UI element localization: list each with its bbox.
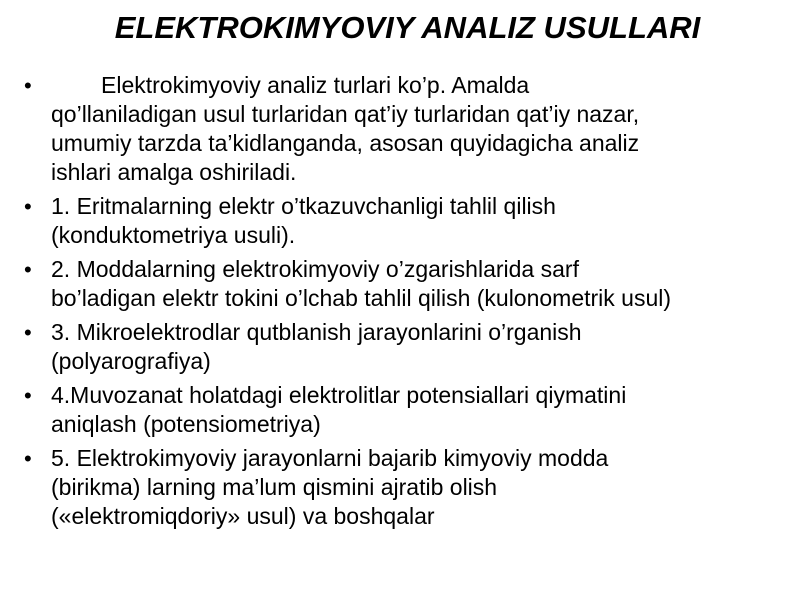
bullet-icon: •: [24, 383, 32, 408]
bullet-list: [24, 71, 784, 536]
bullet-item-intro: [24, 71, 784, 187]
bullet-text-1: 1. Eritmalarning elektr o’tkazuvchanligi tahlil qilish (konduktometriya usuli).: [51, 193, 556, 248]
bullet-icon: •: [24, 320, 32, 345]
slide-title: ELEKTROKIMYOVIY ANALIZ USULLARI: [114, 10, 701, 45]
bullet-text-2: 2. Moddalarning elektrokimyoviy o’zgarishlarida sarf bo’ladigan elektr tokini o’lchab tahlil qilish (kulonometrik usul): [51, 256, 672, 311]
bullet-item-4: [24, 381, 784, 439]
bullet-icon: •: [24, 446, 32, 471]
bullet-item-5: [24, 444, 784, 531]
bullet-text-intro: Elektrokimyoviy analiz turlari ko’p. Amalda qo’llaniladigan usul turlaridan qat’iy turlaridan qat’iy nazar, umumiy tarzda ta’kidlanganda, asosan quyidagicha analiz ishlari amalga oshiriladi.: [51, 72, 640, 185]
bullet-icon: •: [24, 257, 32, 282]
bullet-item-1: [24, 192, 784, 250]
bullet-text-5: 5. Elektrokimyoviy jarayonlarni bajarib kimyoviy modda (birikma) larning ma’lum qismini ajratib olish («elektromiqdoriy» usul) va boshqalar: [51, 445, 609, 529]
bullet-text-3: 3. Mikroelektrodlar qutblanish jarayonlarini o’rganish (polyarografiya): [51, 319, 582, 374]
bullet-text-4: 4.Muvozanat holatdagi elektrolitlar potensiallari qiymatini aniqlash (potensiometriya): [51, 382, 627, 437]
bullet-icon: •: [24, 194, 32, 219]
bullet-item-3: [24, 318, 784, 376]
bullet-icon: •: [24, 73, 32, 98]
bullet-item-2: [24, 255, 784, 313]
